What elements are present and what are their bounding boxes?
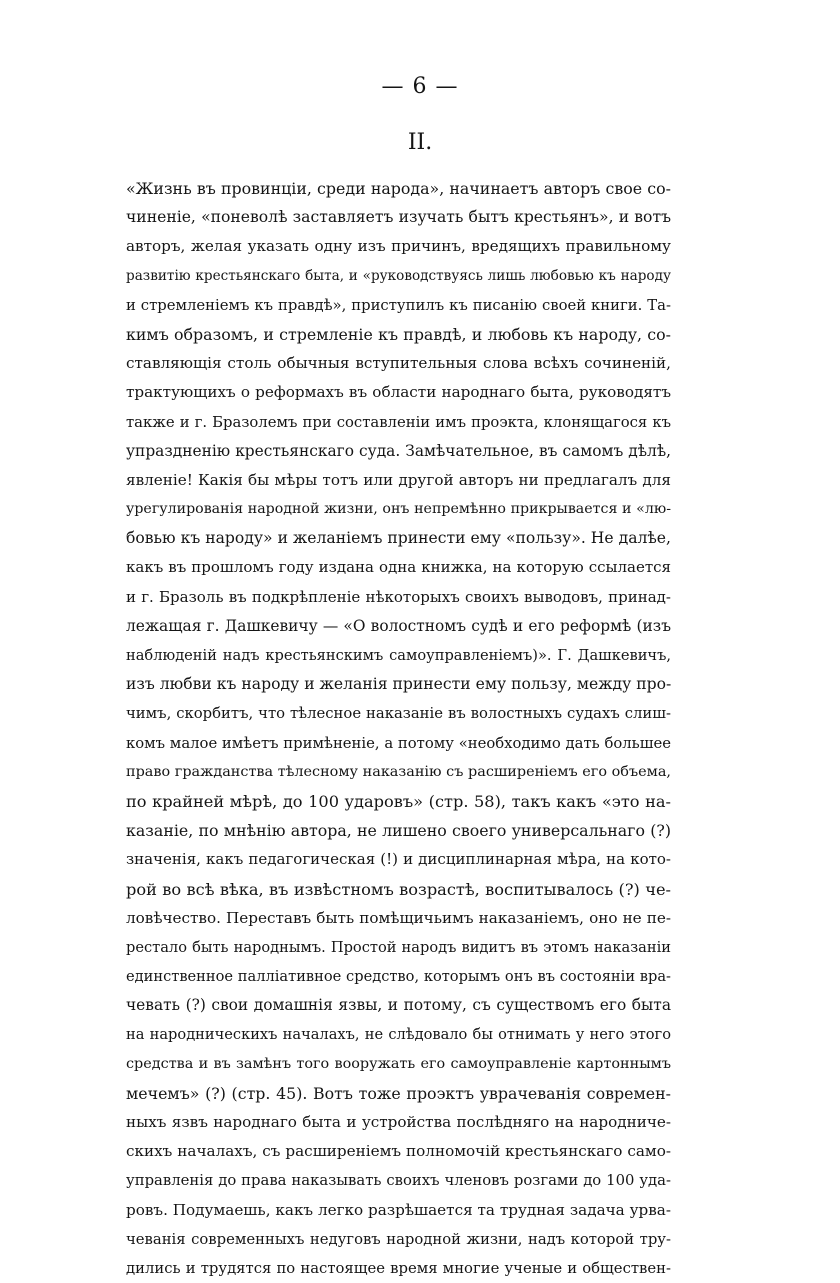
text-line: ныхъ язвъ народнаго быта и устройства послѣдняго на народниче- [126,1113,671,1131]
text-line: по крайней мѣрѣ, до 100 ударовъ» (стр. 58), такъ какъ «это на- [126,791,671,811]
text-line: рестало быть народнымъ. Простой народъ видитъ въ этомъ наказаніи [126,938,671,956]
text-line: скихъ началахъ, съ расширеніемъ полномочій крестьянскаго само- [126,1142,671,1161]
text-line: лежащая г. Дашкевичу — «О волостномъ судѣ и его реформѣ (изъ [126,616,671,635]
body-text [126,174,671,1283]
text-line: чимъ, скорбитъ, что тѣлесное наказаніе въ волостныхъ судахъ слиш- [126,705,671,723]
text-line: рой во всѣ вѣка, въ извѣстномъ возрастѣ, воспитывалось (?) че- [126,879,671,899]
text-line: казаніе, по мнѣнію автора, не лишено своего универсальнаго (?) [126,821,671,841]
text-line: средства и въ замѣнъ того вооружать его самоуправленіе картоннымъ [126,1055,671,1072]
text-line: ловѣчество. Переставъ быть помѣщичьимъ наказаніемъ, оно не пе- [126,908,671,927]
section-heading: II. [407,130,433,155]
text-line: чиненіе, «поневолѣ заставляетъ изучать бытъ крестьянъ», и вотъ [126,208,671,227]
text-line: ставляющія столь обычныя вступительныя слова всѣхъ сочиненій, [126,354,671,373]
text-line: изъ любви къ народу и желанія принести ему пользу, между про- [126,675,672,694]
text-line: чеванія современныхъ недуговъ народной жизни, надъ которой тру- [126,1230,671,1248]
text-line: явленіе! Какія бы мѣры тотъ или другой авторъ ни предлагалъ для [126,470,671,489]
text-line: «Жизнь въ провинціи, среди народа», начинаетъ авторъ свое со- [126,179,671,198]
text-line: трактующихъ о реформахъ въ области народнаго быта, руководятъ [126,383,671,402]
text-line: комъ малое имѣетъ примѣненіе, а потому «необходимо дать большее [126,734,671,752]
text-line: бовью къ народу» и желаніемъ принести ему «пользу». Не далѣе, [126,529,671,548]
text-line: урегулированія народной жизни, онъ непремѣнно прикрывается и «лю- [126,501,671,518]
text-line: развитію крестьянскаго быта, и «руководствуясь лишь любовью къ народу [126,267,671,284]
text-line: управленія до права наказывать своихъ членовъ розгами до 100 уда- [126,1172,671,1190]
text-line: право гражданства тѣлесному наказанію съ расширеніемъ его объема, [126,763,671,780]
text-line: единственное палліативное средство, которымъ онъ въ состояніи вра- [126,968,671,986]
page-number: — 6 — [381,74,459,99]
text-line: также и г. Бразолемъ при составленіи имъ проэкта, клонящагося къ [126,413,671,431]
text-line: упраздненію крестьянскаго суда. Замѣчательное, въ самомъ дѣлѣ, [126,441,671,460]
text-line: и г. Бразоль въ подкрѣпленіе нѣкоторыхъ своихъ выводовъ, принад- [126,587,671,606]
text-line: какъ въ прошломъ году издана одна книжка, на которую ссылается [126,558,671,577]
text-line: чевать (?) свои домашнія язвы, и потому, съ существомъ его быта [126,996,671,1015]
text-line: дились и трудятся по настоящее время многие ученые и обществен- [126,1259,671,1277]
text-line: мечемъ» (?) (стр. 45). Вотъ тоже проэктъ уврачеванія современ- [126,1083,671,1103]
text-line: и стремленіемъ къ правдѣ», приступилъ къ писанію своей книги. Та- [126,296,671,314]
text-line: значенія, какъ педагогическая (!) и дисциплинарная мѣра, на кото- [126,850,671,869]
text-line: авторъ, желая указать одну изъ причинъ, вредящихъ правильному [126,237,671,256]
text-line: наблюденій надъ крестьянскимъ самоуправленіемъ)». Г. Дашкевичъ, [126,647,671,664]
text-line: на народническихъ началахъ, не слѣдовало бы отнимать у него этого [126,1026,671,1044]
text-line: ровъ. Подумаешь, какъ легко разрѣшается та трудная задача урва- [126,1200,671,1219]
text-line: кимъ образомъ, и стремленіе къ правдѣ, и любовь къ народу, со- [126,324,671,344]
